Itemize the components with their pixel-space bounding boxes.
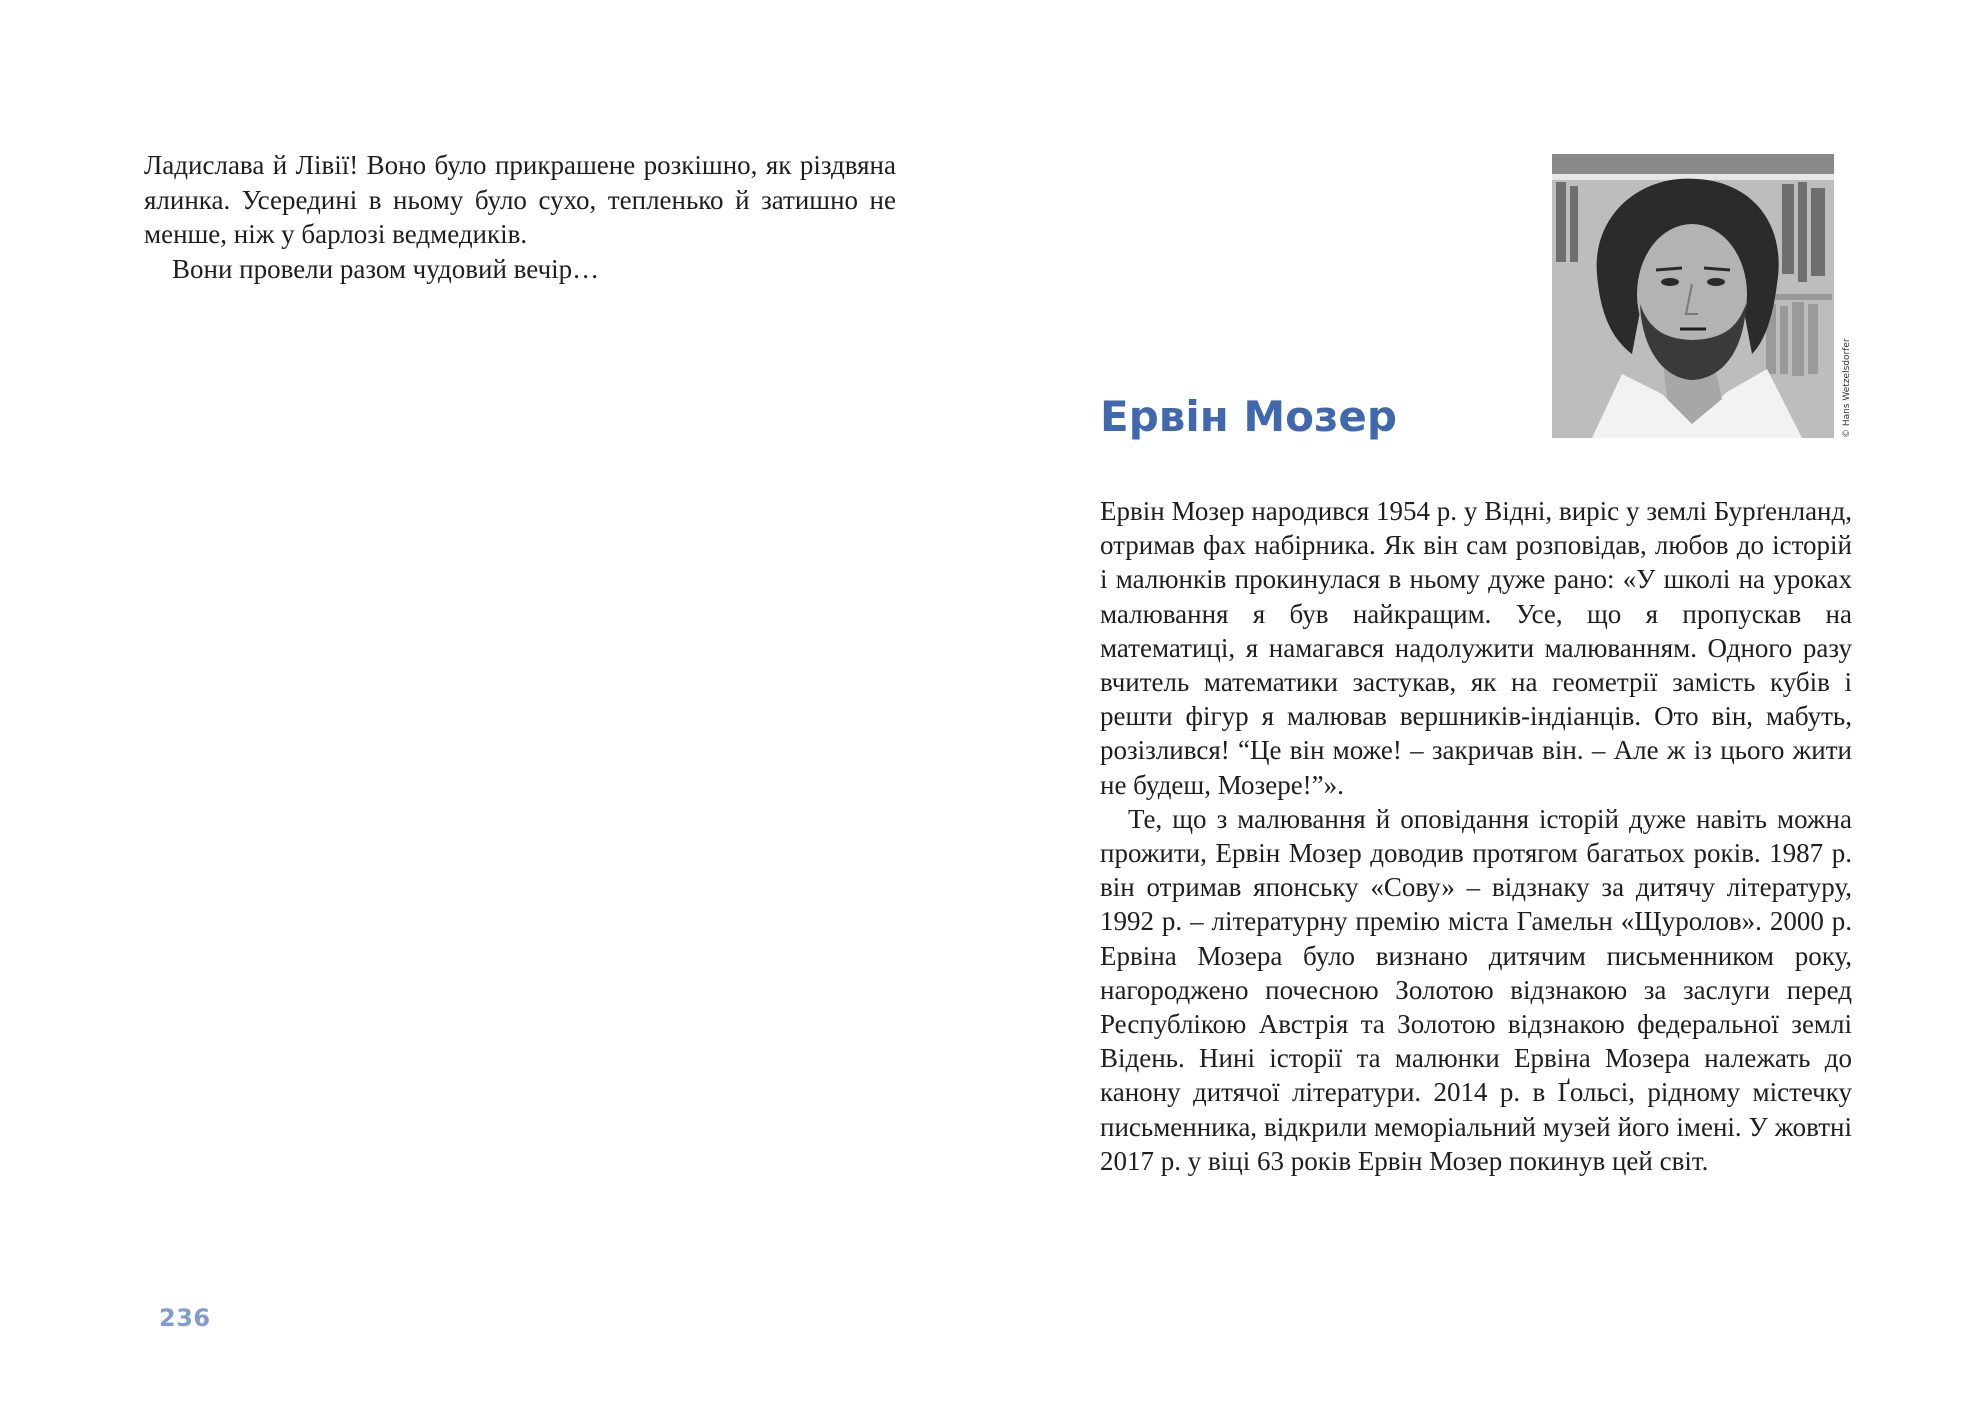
author-portrait [1552,154,1834,438]
story-text [144,148,896,286]
bio-paragraph: Те, що з малювання й оповідання історій дуже навіть можна прожити, Ервін Мозер доводив протягом багатьох років. 1987 р. він отримав японську «Сову» – відзнаку за дитячу літературу, 1992 р. – літературну премію міста Гамельн «Щуролов». 2000 р. Ервіна Мозера було визнано дитячим письменником року, нагороджено почесною Золотою відзнакою за заслуги перед Республікою Австрія та Золотою відзнакою федеральної землі Відень. Нині історії та малюнки Ервіна Мозера належать до канону дитячої літератури. 2014 р. в Ґольсі, рідному містечку письменника, відкрили меморіальний музей його імені. У жовтні 2017 р. у віці 63 років Ервін Мозер покинув цей світ. [1100,803,1852,1176]
bio-paragraph: Ервін Мозер народився 1954 р. у Відні, виріс у землі Бурґенланд, отримав фах набірника. Як він сам розповідав, любов до історій і малюнків прокинулася в ньому дуже рано: «У школі на уроках малювання я був найкращим. Усе, що я пропускав на математиці, я намагався надолужити малюванням. Одного разу вчитель математики застукав, як на геометрії замість кубів і решти фігур я малював вершників-індіанців. Ото він, мабуть, розізлився! “Це він може! – закричав він. – Але ж із цього жити не будеш, Мозере!”». [1100,496,1852,800]
story-paragraph: Ладислава й Лівії! Воно було прикрашене розкішно, як різдвяна ялинка. Усередині в ньому було сухо, тепленько й затишно не менше, ніж у барлозі ведмедиків. [144,150,896,249]
right-page [992,0,1984,1417]
author-biography [1100,494,1852,1178]
photo-credit: © Hans Wetzelsdorfer [1842,338,1852,438]
story-paragraph: Вони провели разом чудовий вечір… [172,253,600,284]
author-name-heading: Ервін Мозер [1100,392,1397,441]
page-number: 236 [159,1304,211,1332]
portrait-illustration [1552,154,1834,438]
